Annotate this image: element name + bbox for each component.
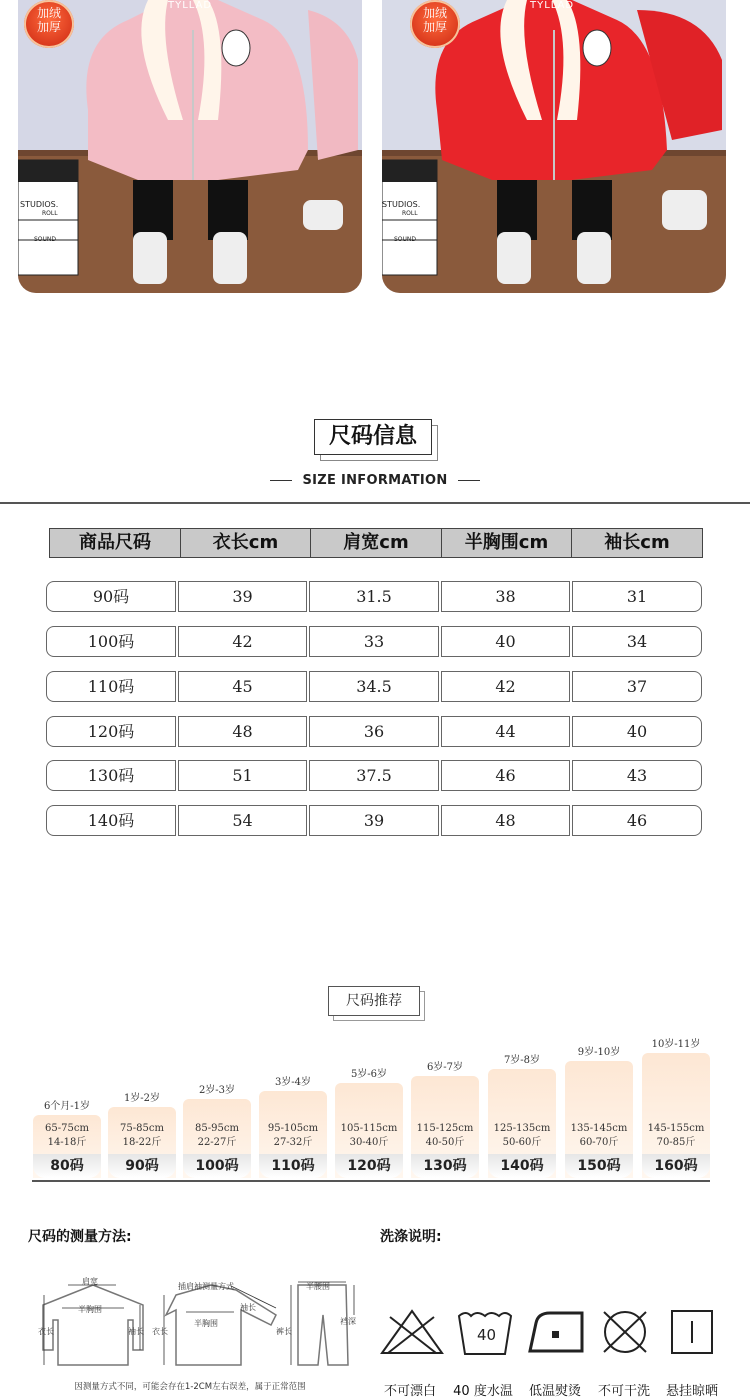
subtitle-text: SIZE INFORMATION: [302, 473, 448, 488]
table-cell: 140码: [46, 805, 176, 836]
rec-weight: 30-40斤: [349, 1137, 389, 1148]
rec-height: 75-85cm: [120, 1123, 164, 1134]
badge-line-1: 加绒: [36, 6, 61, 20]
table-cell: 42: [441, 671, 570, 702]
dash-right: [458, 480, 480, 481]
table-cell: 120码: [46, 716, 176, 747]
table-cell: 34.5: [309, 671, 439, 702]
rec-height: 125-135cm: [493, 1123, 551, 1134]
table-row: [46, 805, 702, 836]
rec-height: 65-75cm: [45, 1123, 89, 1134]
size-recommend-item: [642, 1035, 710, 1178]
label-pants-length: 裤长: [276, 1327, 292, 1336]
board-text: STUDIOS.: [382, 200, 421, 209]
badge-line-1: 加绒: [422, 6, 447, 20]
header-size: 商品尺码: [49, 528, 180, 558]
size-info-subtitle: [0, 473, 750, 488]
badge-line-2: 加厚: [36, 20, 61, 34]
table-cell: 33: [309, 626, 439, 657]
table-cell: 46: [441, 760, 570, 791]
rec-size: 130码: [411, 1154, 479, 1178]
rec-height: 95-105cm: [267, 1123, 319, 1134]
rec-age: 7岁-8岁: [503, 1055, 541, 1066]
measure-title: 尺码的测量方法:: [28, 1229, 132, 1245]
rec-age: 2岁-3岁: [198, 1085, 236, 1096]
rec-height: 105-115cm: [340, 1123, 398, 1134]
rec-weight: 70-85斤: [656, 1137, 696, 1148]
no-dry-clean-icon: [600, 1308, 650, 1356]
table-cell: 46: [572, 805, 702, 836]
label-raglan-sleeve: 袖长: [240, 1303, 256, 1312]
table-cell: 48: [178, 716, 307, 747]
rec-size: 150码: [565, 1154, 633, 1178]
rec-weight: 18-22斤: [122, 1137, 162, 1148]
table-cell: 130码: [46, 760, 176, 791]
board-text: ROLL: [42, 210, 58, 217]
label-chest: 半胸围: [78, 1305, 102, 1314]
rec-height: 115-125cm: [416, 1123, 474, 1134]
label-raglan-length: 衣长: [152, 1327, 168, 1336]
table-cell: 31: [572, 581, 702, 612]
rec-weight: 14-18斤: [47, 1137, 87, 1148]
product-photo-pink: [18, 0, 362, 293]
header-length: 衣长cm: [180, 528, 310, 558]
line-dry-icon: [670, 1309, 714, 1355]
table-cell: 39: [178, 581, 307, 612]
label-raglan: 插肩袖测量方式: [178, 1282, 234, 1291]
size-recommend-item: [411, 1058, 479, 1178]
rec-weight: 40-50斤: [425, 1137, 465, 1148]
table-cell: 45: [178, 671, 307, 702]
recommend-baseline: [32, 1180, 710, 1182]
board-text: STUDIOS.: [20, 200, 59, 209]
header-sleeve: 袖长cm: [571, 528, 703, 558]
rec-age: 10岁-11岁: [651, 1039, 701, 1050]
board-text: SOUND: [34, 236, 57, 243]
table-cell: 31.5: [309, 581, 439, 612]
size-recommend-item: [183, 1081, 251, 1178]
label-sleeve: 袖长: [128, 1327, 144, 1336]
plush-thick-badge: [410, 0, 460, 48]
table-cell: 48: [441, 805, 570, 836]
rec-weight: 22-27斤: [197, 1137, 237, 1148]
table-cell: 40: [572, 716, 702, 747]
rec-height: 135-145cm: [570, 1123, 628, 1134]
rec-age: 6个月-1岁: [43, 1101, 91, 1112]
size-recommend-title: 尺码推荐: [328, 986, 420, 1016]
rec-size: 110码: [259, 1154, 327, 1178]
plush-thick-badge: [24, 0, 74, 48]
dash-left: [270, 480, 292, 481]
size-recommend-item: [108, 1089, 176, 1178]
header-shoulder: 肩宽cm: [310, 528, 441, 558]
divider: [0, 502, 750, 504]
care-label-no-bleach: 不可漂白: [383, 1384, 436, 1399]
rec-age: 1岁-2岁: [123, 1093, 161, 1104]
header-chest: 半胸围cm: [441, 528, 571, 558]
label-raglan-chest: 半胸围: [194, 1319, 218, 1328]
rec-size: 90码: [108, 1154, 176, 1178]
table-row: [46, 760, 702, 791]
table-cell: 34: [572, 626, 702, 657]
care-label-line-dry: 悬挂晾晒: [665, 1384, 718, 1399]
rec-size: 120码: [335, 1154, 403, 1178]
care-label-low-iron: 低温熨烫: [528, 1384, 581, 1399]
label-waist: 半腰围: [306, 1282, 330, 1291]
rec-size: 80码: [33, 1154, 101, 1178]
size-table-header: [49, 528, 703, 558]
table-cell: 54: [178, 805, 307, 836]
table-cell: 37: [572, 671, 702, 702]
care-label-wash-40: 40 度水温: [453, 1384, 513, 1399]
label-rise: 裆深: [340, 1317, 356, 1326]
shirt-text: TYLLAD: [168, 0, 213, 11]
size-recommend-item: [335, 1065, 403, 1178]
size-recommend-item: [33, 1097, 101, 1178]
board-text: ROLL: [402, 210, 418, 217]
rec-age: 9岁-10岁: [577, 1047, 621, 1058]
size-recommend-item: [488, 1051, 556, 1178]
table-cell: 110码: [46, 671, 176, 702]
wash-temp: 40: [477, 1326, 497, 1344]
measure-note: 因测量方式不同，可能会存在1-2CM左右误差，属于正常范围: [74, 1382, 306, 1392]
table-cell: 39: [309, 805, 439, 836]
no-bleach-icon: [380, 1307, 444, 1357]
rec-height: 145-155cm: [647, 1123, 705, 1134]
rec-age: 3岁-4岁: [274, 1077, 312, 1088]
table-cell: 36: [309, 716, 439, 747]
rec-weight: 60-70斤: [579, 1137, 619, 1148]
board-text: SOUND: [394, 236, 417, 243]
rec-weight: 50-60斤: [502, 1137, 542, 1148]
size-recommend-item: [565, 1043, 633, 1178]
table-cell: 90码: [46, 581, 176, 612]
table-cell: 38: [441, 581, 570, 612]
rec-weight: 27-32斤: [273, 1137, 313, 1148]
table-row: [46, 581, 702, 612]
rec-size: 140码: [488, 1154, 556, 1178]
rec-age: 6岁-7岁: [426, 1062, 464, 1073]
size-recommend-item: [259, 1073, 327, 1178]
rec-size: 100码: [183, 1154, 251, 1178]
rec-age: 5岁-6岁: [350, 1069, 388, 1080]
label-shoulder: 肩宽: [82, 1277, 98, 1286]
table-row: [46, 716, 702, 747]
low-iron-icon: [526, 1309, 586, 1355]
care-title: 洗涤说明:: [380, 1229, 442, 1245]
table-cell: 100码: [46, 626, 176, 657]
table-cell: 42: [178, 626, 307, 657]
table-cell: 43: [572, 760, 702, 791]
shirt-text: TYLLAD: [530, 0, 575, 11]
table-row: [46, 626, 702, 657]
measure-diagram: [36, 1280, 366, 1380]
table-cell: 37.5: [309, 760, 439, 791]
table-row: [46, 671, 702, 702]
rec-size: 160码: [642, 1154, 710, 1178]
table-cell: 51: [178, 760, 307, 791]
care-label-no-dry-clean: 不可干洗: [597, 1384, 650, 1399]
table-cell: 40: [441, 626, 570, 657]
label-length: 衣长: [38, 1327, 54, 1336]
table-cell: 44: [441, 716, 570, 747]
badge-line-2: 加厚: [422, 20, 447, 34]
size-info-title: 尺码信息: [314, 419, 432, 455]
product-photo-red: [382, 0, 726, 293]
rec-height: 85-95cm: [195, 1123, 239, 1134]
